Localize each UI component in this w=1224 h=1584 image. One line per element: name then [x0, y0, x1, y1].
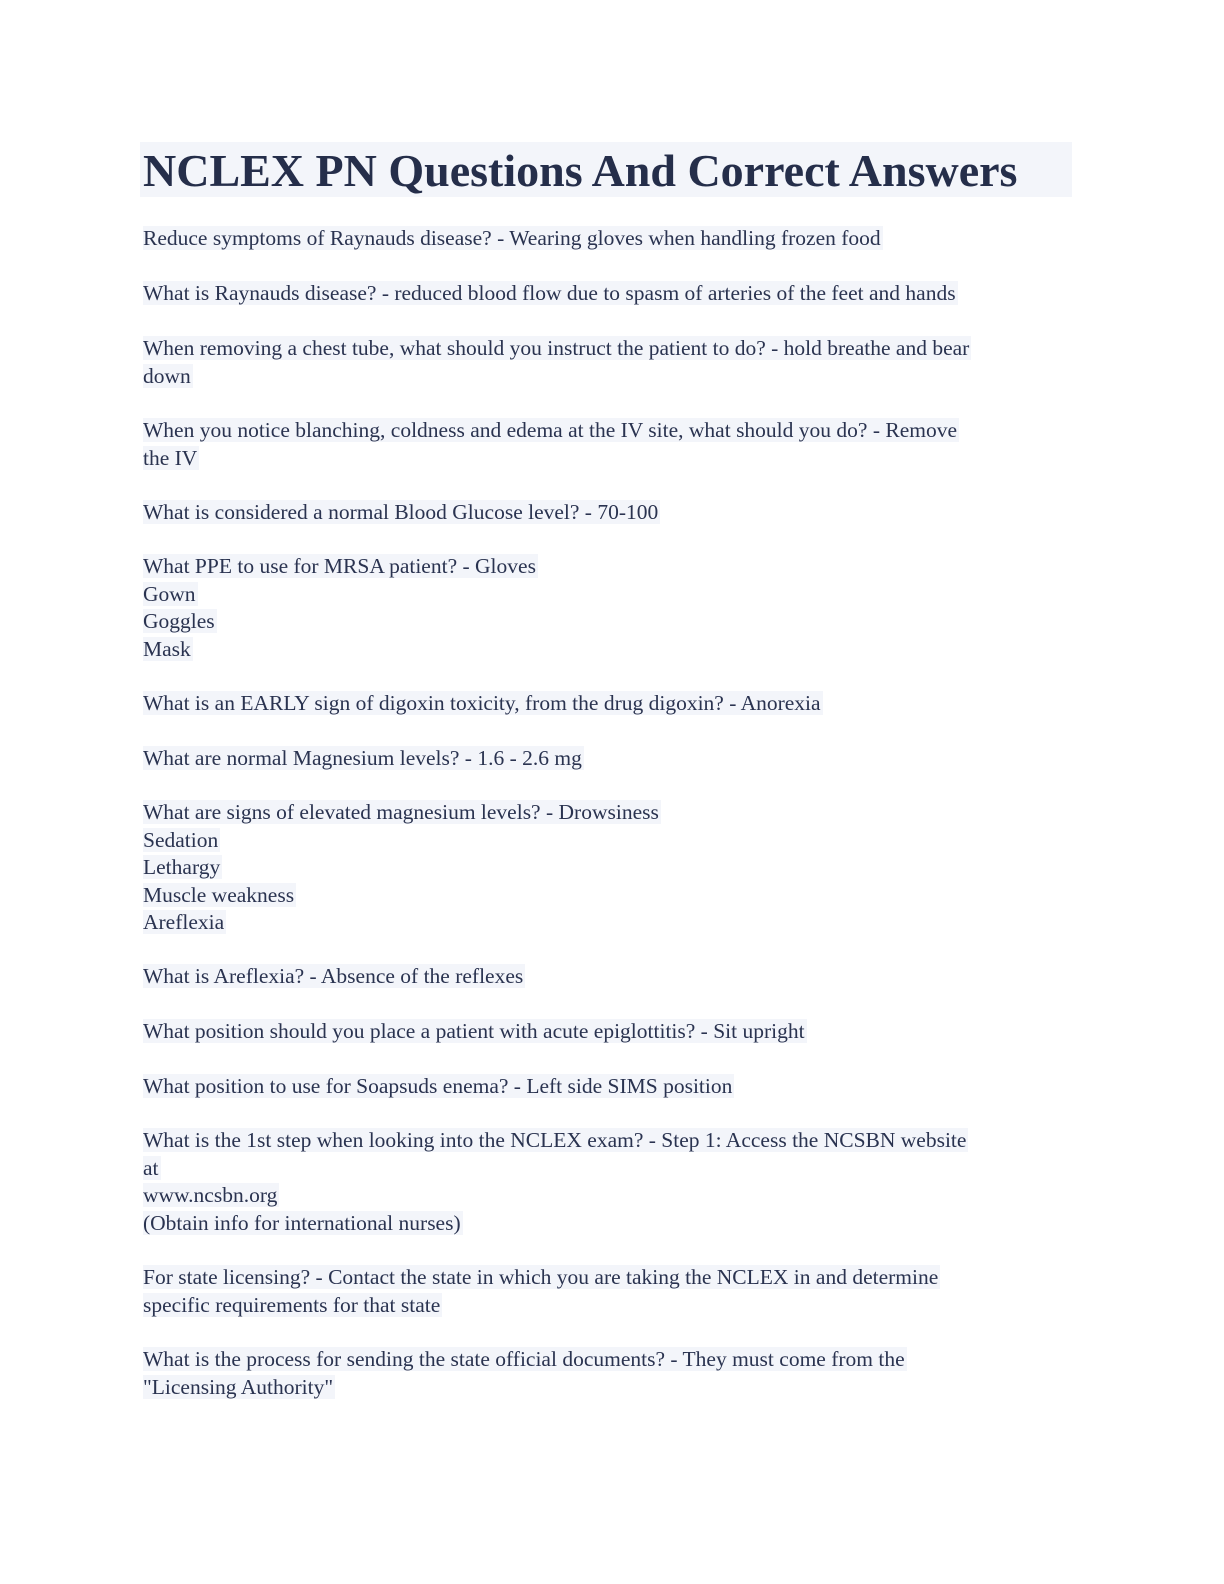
qa-line: Lethargy [143, 855, 221, 879]
qa-line: What is the 1st step when looking into the NCLEX exam? - Step 1: Access the NCSBN website [143, 1128, 967, 1152]
qa-line: (Obtain info for international nurses) [143, 1210, 461, 1235]
qa-entry [143, 335, 1073, 390]
qa-line: What is considered a normal Blood Glucose level? - 70-100 [143, 500, 659, 524]
qa-entry [143, 799, 1073, 937]
qa-line: For state licensing? - Contact the state in which you are taking the NCLEX in and determine [143, 1265, 939, 1289]
qa-line: at [143, 1155, 159, 1180]
qa-line: What is an EARLY sign of digoxin toxicity, from the drug digoxin? - Anorexia [143, 691, 821, 715]
document-title: NCLEX PN Questions And Correct Answers [143, 145, 1018, 196]
qa-line: Mask [143, 636, 191, 661]
qa-line: What position should you place a patient with acute epiglottitis? - Sit upright [143, 1019, 805, 1043]
qa-entry [143, 280, 1073, 308]
qa-line: down [143, 363, 191, 388]
qa-line: What is the process for sending the state official documents? - They must come from the [143, 1347, 905, 1371]
qa-line: What is Areflexia? - Absence of the reflexes [143, 964, 524, 988]
qa-line: www.ncsbn.org [143, 1183, 278, 1207]
qa-entry [143, 1018, 1073, 1046]
qa-line: What position to use for Soapsuds enema? - Left side SIMS position [143, 1074, 733, 1098]
qa-entry [143, 417, 1073, 472]
qa-line: specific requirements for that state [143, 1292, 441, 1317]
qa-line: When removing a chest tube, what should you instruct the patient to do? - hold breathe and bear [143, 336, 970, 360]
qa-line: Sedation [143, 827, 219, 852]
qa-line: the IV [143, 445, 198, 470]
qa-line: What are signs of elevated magnesium levels? - Drowsiness [143, 800, 659, 824]
qa-entry [143, 553, 1073, 663]
qa-entry [143, 1073, 1073, 1101]
qa-entry [143, 690, 1073, 718]
qa-line: What is Raynauds disease? - reduced blood flow due to spasm of arteries of the feet and hands [143, 281, 956, 305]
qa-entry [143, 1346, 1073, 1401]
qa-line: Reduce symptoms of Raynauds disease? - Wearing gloves when handling frozen food [143, 226, 881, 250]
qa-line: Areflexia [143, 910, 225, 934]
qa-line: What are normal Magnesium levels? - 1.6 - 2.6 mg [143, 746, 582, 770]
qa-line: When you notice blanching, coldness and edema at the IV site, what should you do? - Remove [143, 418, 958, 442]
qa-entry [143, 499, 1073, 527]
qa-entry [143, 963, 1073, 991]
qa-entry [143, 1264, 1073, 1319]
qa-line: Muscle weakness [143, 882, 295, 907]
qa-entry [143, 1127, 1073, 1237]
qa-line: "Licensing Authority" [143, 1374, 334, 1399]
qa-entry [143, 225, 1073, 253]
qa-line: Gown [143, 581, 196, 606]
qa-line: What PPE to use for MRSA patient? - Gloves [143, 554, 536, 578]
title-highlight [140, 142, 1072, 197]
qa-line: Goggles [143, 609, 215, 633]
qa-entry [143, 745, 1073, 773]
